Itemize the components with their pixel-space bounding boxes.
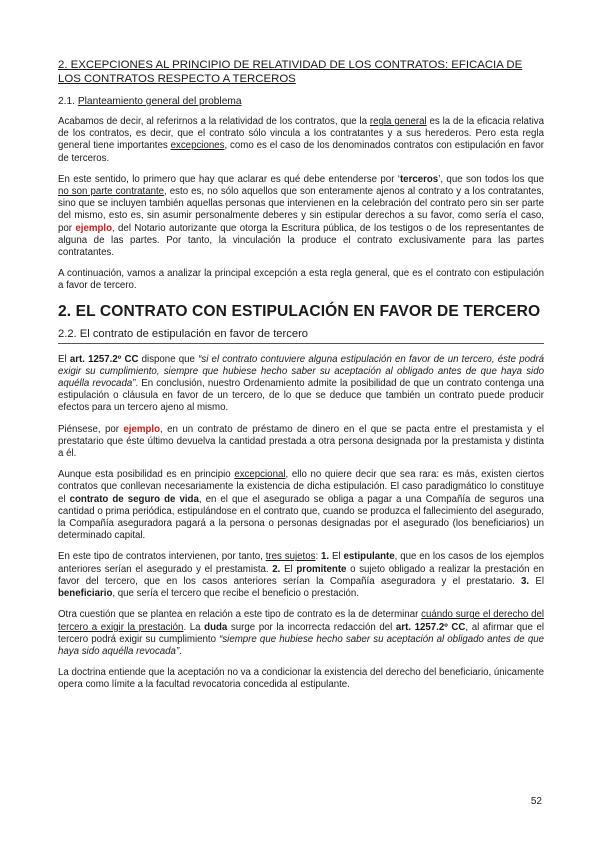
underlined-term: cuándo surge el derecho del tercero a exigir la prestación [58, 609, 544, 633]
text-run: , del Notario autorizante que otorga la Escritura pública, de los testigos o de los representantes de alguna de las partes. Por tanto, la vinculación la produce el contrato exclusivamente para las partes contratantes. [58, 222, 544, 259]
text-run: El [280, 563, 297, 575]
section-heading: 2. EXCEPCIONES AL PRINCIPIO DE RELATIVIDAD DE LOS CONTRATOS: EFICACIA DE LOS CONTRATOS RESPECTO A TERCEROS [58, 59, 523, 85]
paragraph-life-insurance [58, 469, 544, 542]
text-run: El [529, 575, 544, 587]
text-run: El [58, 353, 70, 365]
text-run: , esto es, no sólo aquellos que son enteramente ajenos al contrato y a los contratantes, sino que se incluyen también aquellas personas que intervienen en la celebración del contrato pero sin ser parte del mismo, esto es, sin asumir personalmente deberes y sin estipular derechos a su favor, como sería el caso, por [58, 186, 544, 234]
paragraph-article [58, 354, 544, 415]
bold-term: 1. [321, 551, 330, 563]
text-run: es la de la eficacia relativa de los contratos, es decir, que el contrato sólo vincula a los contratantes y a sus herederos. Pero esta regla general tiene importantes [58, 116, 544, 152]
underlined-term: excepciones [170, 140, 225, 152]
bold-term: estipulante [343, 551, 395, 563]
paragraph-three-subjects [58, 551, 544, 600]
text-run: , que en los casos de los ejemplos anteriores serían el asegurado y el prestamista. [58, 551, 544, 575]
text-run: Piénsese, por [58, 423, 124, 435]
text-run: En este sentido, lo primero que hay que aclarar es qué debe entenderse por ‘ [58, 173, 400, 185]
main-heading: 2. EL CONTRATO CON ESTIPULACIÓN EN FAVOR DE TERCERO [58, 302, 541, 320]
underlined-term: no son parte contratante [58, 186, 165, 198]
paragraph-right-arises [58, 609, 544, 658]
text-run: , en un contrato de préstamo de dinero en el que se pacta entre el prestamista y el prestatario que éste último devuelva la cantidad prestada a otra persona designada por la prestamista y distinta a él. [58, 423, 544, 460]
bold-term: 2. [272, 563, 281, 575]
bold-term: art. 1257.2º CC [69, 353, 139, 365]
text-run: o sujeto obligado a realizar la prestación en favor del tercero, que en los casos anteriores serían la Compañía aseguradora y el prestatario. [58, 563, 544, 587]
italic-quote: “si el contrato contuviere alguna estipulación en favor de un tercero, éste podrá exigir su cumplimiento, siempre que hubiese hecho saber su aceptación al obligado antes de que haya sido aquélla revocada” [58, 353, 544, 390]
page-number: 52 [530, 796, 542, 807]
subsection-heading [58, 95, 544, 108]
paragraph-general-rule [58, 116, 544, 165]
text-run: , al afirmar que el tercero podrá exigir su cumplimiento [58, 621, 544, 645]
bold-term: terceros [399, 173, 439, 185]
text-run: dispone que [138, 353, 199, 365]
paragraph-intro-exception: A continuación, vamos a analizar la principal excepción a esta regla general, que es el contrato con estipulación a favor de tercero. [58, 268, 544, 292]
highlight-example: ejemplo [123, 423, 161, 435]
text-run: . La [183, 621, 205, 633]
text-run: ’, que son todos los que [438, 173, 544, 185]
text-run: Otra cuestión que se plantea en relación a este tipo de contrato es la de determinar [58, 609, 422, 621]
bold-term: 3. [521, 575, 530, 587]
underlined-term: regla general [369, 116, 427, 127]
text-run: surge por la incorrecta redacción del [227, 621, 396, 633]
page-content [58, 58, 544, 701]
subsection-heading-2 [58, 327, 544, 344]
text-run: El [329, 551, 344, 563]
bold-term: beneficiario [58, 588, 113, 600]
text-run: , en el que el asegurado se obliga a pagar a una Compañía de seguros una cantidad o prima periódica, estipulándose en el contrato que, cuando se produzca el fallecimiento del asegurado, la Compañía aseguradora pagará a la persona o personas designadas por el asegurado (los beneficiarios) un determinado capital. [58, 493, 544, 542]
underlined-term: tres sujetos [265, 551, 316, 563]
paragraph-third-parties [58, 174, 544, 259]
bold-term: art. 1257.2º CC [395, 621, 466, 633]
underlined-term: excepcional [234, 469, 286, 481]
text-run: Acabamos de decir, al referirnos a la relatividad de los contratos, que la [58, 116, 370, 127]
text-run: . [179, 645, 182, 657]
subsection-title: Planteamiento general del problema [77, 96, 242, 107]
italic-quote: “siempre que hubiese hecho saber su aceptación al obligado antes de que haya sido aquélla revocada” [58, 633, 544, 657]
subsection-number: 2.2. [58, 327, 77, 340]
text-run: Aunque esta posibilidad es en principio [58, 469, 235, 481]
text-run: . En conclusión, nuestro Ordenamiento admite la posibilidad de que un contrato contenga una estipulación o cláusula en favor de un tercero, de lo que se deduce que también un contrato puede producir efectos para un tercero ajeno al mismo. [58, 378, 544, 414]
text-run: En este tipo de contratos intervienen, por tanto, [58, 551, 266, 563]
highlight-example: ejemplo [75, 222, 112, 234]
bold-term: duda [204, 621, 228, 633]
subsection-number: 2.1. [58, 96, 75, 107]
paragraph-example-loan [58, 424, 544, 461]
text-run: : [315, 551, 322, 563]
paragraph-doctrine: La doctrina entiende que la aceptación no va a condicionar la existencia del derecho del beneficiario, únicamente opera como límite a la facultad revocatoria concedida al estipulante. [58, 667, 544, 691]
bold-term: contrato de seguro de vida [69, 493, 199, 505]
bold-term: promitente [296, 563, 347, 575]
text-run: , que sería el tercero que recibe el beneficio o prestación. [112, 588, 360, 600]
text-run: , como es el caso de los denominados contratos con estipulación en favor de terceros. [58, 140, 544, 164]
text-run: , ello no quiere decir que sea rara: es más, existen ciertos contratos que conllevan necesariamente la existencia de dicha estipulación. El caso paradigmático lo constituye el [58, 469, 544, 505]
subsection-title: El contrato de estipulación en favor de tercero [79, 327, 309, 340]
